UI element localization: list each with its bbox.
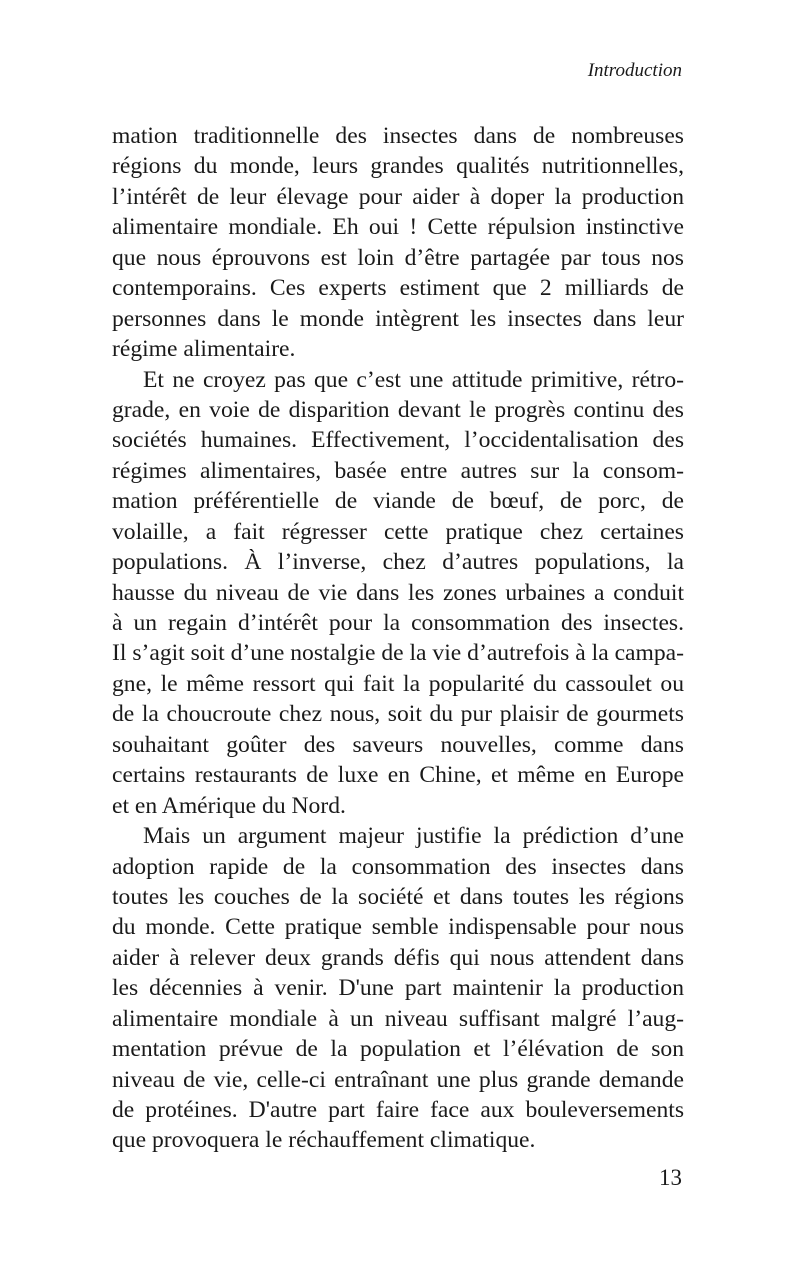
text-line: régions du monde, leurs grandes qualités nutritionnelles, (112, 153, 684, 180)
text-line: contemporains. Ces experts estiment que 2 milliards de (112, 275, 684, 302)
text-line: niveau de vie, celle-ci entraînant une plus grande demande (112, 1066, 684, 1093)
text-line: certains restaurants de luxe en Chine, et même en Europe (112, 762, 684, 789)
text-line: toutes les couches de la société et dans toutes les régions (112, 883, 684, 910)
text-line: populations. À l’inverse, chez d’autres populations, la (112, 549, 684, 576)
text-line: sociétés humaines. Effectivement, l’occidentalisation des (112, 427, 684, 454)
text-line: l’intérêt de leur élevage pour aider à doper la production (112, 183, 684, 210)
text-line: adoption rapide de la consommation des insectes dans (112, 853, 684, 880)
paragraph (112, 821, 684, 1156)
text-line: volaille, a fait régresser cette pratique chez certaines (112, 518, 684, 545)
text-line: grade, en voie de disparition devant le progrès continu des (112, 396, 684, 423)
text-line: alimentaire mondiale à un niveau suffisant malgré l’aug- (112, 1005, 684, 1032)
paragraph (112, 365, 684, 822)
text-line: de protéines. D'autre part faire face aux bouleversements (112, 1097, 684, 1123)
text-line: mation traditionnelle des insectes dans de nombreuses (112, 123, 684, 149)
text-line: Il s’agit soit d’une nostalgie de la vie d’autrefois à la campa- (112, 640, 684, 667)
text-line: que provoquera le réchauffement climatique. (112, 1127, 536, 1154)
text-line: que nous éprouvons est loin d’être partagée par tous nos (112, 244, 684, 271)
text-line: de la choucroute chez nous, soit du pur plaisir de gourmets (112, 701, 684, 728)
paragraph (112, 121, 684, 365)
text-line: mentation prévue de la population et l’élévation de son (112, 1036, 684, 1063)
text-line: hausse du niveau de vie dans les zones urbaines a conduit (112, 579, 684, 606)
text-line: régimes alimentaires, basée entre autres sur la consom- (112, 457, 684, 484)
text-line: Et ne croyez pas que c’est une attitude primitive, rétro- (143, 366, 684, 393)
text-line: les décennies à venir. D'une part maintenir la production (112, 975, 684, 1002)
text-line: gne, le même ressort qui fait la popularité du cassoulet ou (112, 670, 684, 697)
text-line: à un regain d’intérêt pour la consommation des insectes. (112, 610, 684, 636)
running-head: Introduction (587, 60, 682, 81)
text-line: alimentaire mondiale. Eh oui ! Cette répulsion instinctive (112, 214, 684, 241)
text-line: mation préférentielle de viande de bœuf, de porc, de (112, 488, 684, 515)
body-text (112, 121, 684, 1156)
text-line: Mais un argument majeur justifie la prédiction d’une (143, 823, 684, 850)
text-line: aider à relever deux grands défis qui nous attendent dans (112, 944, 684, 971)
text-line: et en Amérique du Nord. (112, 792, 346, 819)
text-line: personnes dans le monde intègrent les insectes dans leur (112, 305, 684, 332)
page-number: 13 (659, 1165, 682, 1190)
text-line: du monde. Cette pratique semble indispensable pour nous (112, 914, 684, 941)
text-line: régime alimentaire. (112, 336, 296, 363)
text-line: souhaitant goûter des saveurs nouvelles, comme dans (112, 731, 684, 758)
